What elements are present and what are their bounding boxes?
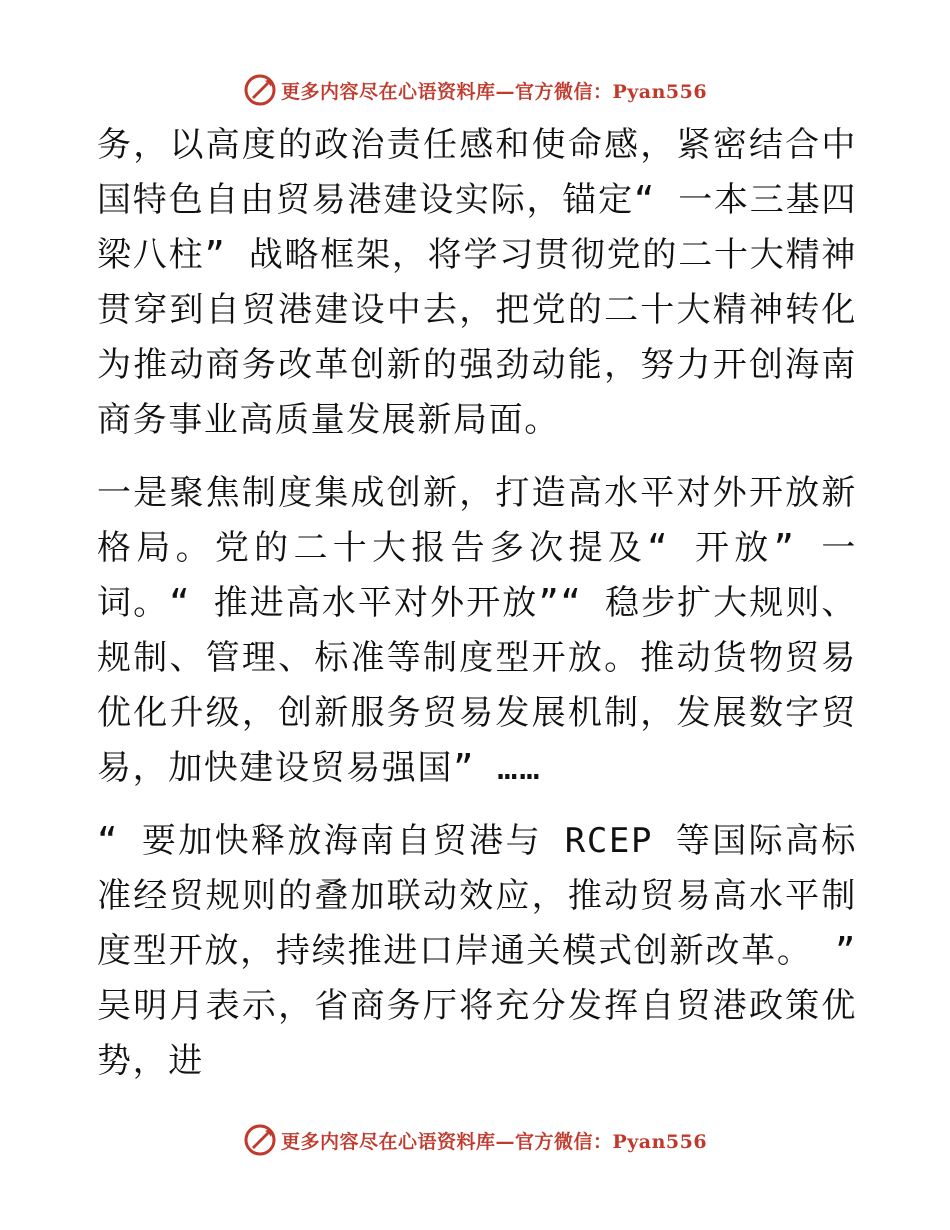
footer-watermark-banner	[0, 1120, 950, 1160]
quill-logo-icon	[243, 1123, 277, 1157]
header-watermark-text: 更多内容尽在心语资料库—官方微信：Pyan556	[280, 80, 708, 103]
paragraph-1: 务，以高度的政治责任感和使命感，紧密结合中国特色自由贸易港建设实际，锚定“ 一本三基四梁八柱” 战略框架，将学习贯彻党的二十大精神贯穿到自贸港建设中去，把党的二十大精神转化为推动商务改革创新的强劲动能，努力开创海南商务事业高质量发展新局面。	[97, 125, 857, 440]
paragraph-3: “ 要加快释放海南自贸港与 RCEP 等国际高标准经贸规则的叠加联动效应，推动贸易高水平制度型开放，持续推进口岸通关模式创新改革。 ” 吴明月表示，省商务厅将充分发挥自贸港政策优势，进	[97, 821, 857, 1081]
header-watermark-banner	[0, 70, 950, 110]
document-body	[97, 118, 857, 1089]
footer-watermark-text: 更多内容尽在心语资料库—官方微信：Pyan556	[280, 1130, 708, 1153]
paragraph-2: 一是聚焦制度集成创新，打造高水平对外开放新格局。党的二十大报告多次提及“ 开放” 一词。“ 推进高水平对外开放”“ 稳步扩大规则、规制、管理、标准等制度型开放。推动货物贸易优化升级，创新服务贸易发展机制，发展数字贸易，加快建设贸易强国” ……	[97, 473, 857, 788]
quill-logo-icon	[243, 73, 277, 107]
